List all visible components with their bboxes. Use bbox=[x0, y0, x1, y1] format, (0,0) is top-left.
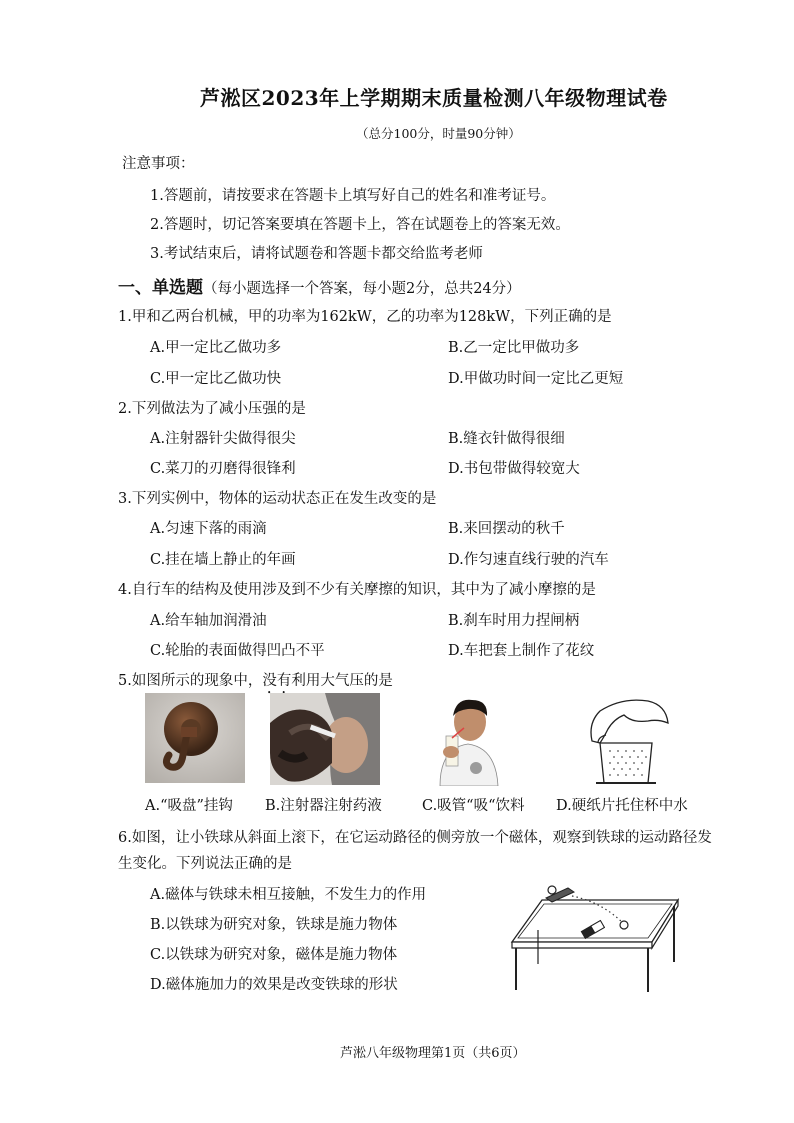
q3-option-c: C.挂在墙上静止的年画 bbox=[150, 552, 296, 568]
q6-option-c: C.以铁球为研究对象，磁体是施力物体 bbox=[150, 947, 398, 963]
q4-stem: 4.自行车的结构及使用涉及到不少有关摩擦的知识，其中为了减小摩擦的是 bbox=[118, 582, 596, 598]
q1-option-c: C.甲一定比乙做功快 bbox=[150, 371, 282, 387]
q4-option-c: C.轮胎的表面做得凹凸不平 bbox=[150, 643, 325, 659]
q6-option-b: B.以铁球为研究对象，铁球是施力物体 bbox=[150, 917, 398, 933]
q1-option-b: B.乙一定比甲做功多 bbox=[448, 340, 580, 356]
q6-stem-line-1: 6.如图，让小铁球从斜面上滚下，在它运动路径的侧旁放一个磁体，观察到铁球的运动路径发 bbox=[118, 830, 712, 846]
q5-option-c: C.吸管“吸“饮料 bbox=[422, 798, 525, 814]
page-footer: 芦淞八年级物理第1页（共6页） bbox=[340, 1046, 526, 1061]
q3-stem: 3.下列实例中，物体的运动状态正在发生改变的是 bbox=[118, 491, 437, 507]
straw-drinking-photo bbox=[418, 690, 518, 786]
q5-option-a: A.“吸盘”挂钩 bbox=[145, 798, 233, 814]
q4-option-a: A.给车轴加润滑油 bbox=[150, 613, 267, 629]
q3-option-a: A.匀速下落的雨滴 bbox=[150, 521, 267, 537]
q5-stem-post: 利用大气压的是 bbox=[291, 673, 393, 689]
q6-stem-line-2: 生变化。下列说法正确的是 bbox=[118, 856, 292, 872]
q2-option-b: B.缝衣针做得很细 bbox=[448, 431, 565, 447]
notice-item-1: 1.答题前，请按要求在答题卡上填写好自己的姓名和准考证号。 bbox=[150, 188, 556, 204]
notice-heading: 注意事项： bbox=[122, 156, 195, 172]
exam-title: 芦淞区2023年上学期期末质量检测八年级物理试卷 bbox=[200, 86, 668, 110]
q2-option-d: D.书包带做得较宽大 bbox=[448, 461, 580, 477]
q1-option-a: A.甲一定比乙做功多 bbox=[150, 340, 282, 356]
section-1-heading bbox=[118, 273, 521, 298]
q5-stem-emphasis: 没有 bbox=[262, 673, 292, 689]
q5-stem-pre: 5.如图所示的现象中， bbox=[118, 673, 263, 689]
q4-option-b: B.刹车时用力捏闸柄 bbox=[448, 613, 580, 629]
q2-stem: 2.下列做法为了减小压强的是 bbox=[118, 401, 306, 417]
q2-option-a: A.注射器针尖做得很尖 bbox=[150, 431, 296, 447]
q6-option-d: D.磁体施加力的效果是改变铁球的形状 bbox=[150, 977, 398, 993]
paper-card-cup-diagram bbox=[578, 693, 678, 785]
exam-subtitle: （总分100分，时量90分钟） bbox=[356, 126, 521, 141]
q6-option-a: A.磁体与铁球未相互接触，不发生力的作用 bbox=[150, 887, 427, 903]
suction-cup-hook-photo bbox=[145, 693, 245, 783]
q1-stem: 1.甲和乙两台机械，甲的功率为162kW，乙的功率为128kW，下列正确的是 bbox=[118, 309, 612, 325]
notice-item-2: 2.答题时，切记答案要填在答题卡上，答在试题卷上的答案无效。 bbox=[150, 217, 570, 233]
section-1-title: 一、单选题 bbox=[118, 278, 203, 298]
q4-option-d: D.车把套上制作了花纹 bbox=[448, 643, 595, 659]
q2-option-c: C.菜刀的刃磨得很锋利 bbox=[150, 461, 296, 477]
injection-photo bbox=[270, 693, 380, 785]
notice-item-3: 3.考试结束后，请将试题卷和答题卡都交给监考老师 bbox=[150, 246, 483, 262]
q5-option-d: D.硬纸片托住杯中水 bbox=[556, 798, 688, 814]
section-1-note: （每小题选择一个答案，每小题2分，总共24分） bbox=[203, 281, 521, 297]
q5-option-b: B.注射器注射药液 bbox=[265, 798, 382, 814]
q3-option-d: D.作匀速直线行驶的汽车 bbox=[448, 552, 609, 568]
magnet-ball-table-diagram bbox=[502, 878, 682, 996]
q1-option-d: D.甲做功时间一定比乙更短 bbox=[448, 371, 624, 387]
q3-option-b: B.来回摆动的秋千 bbox=[448, 521, 565, 537]
